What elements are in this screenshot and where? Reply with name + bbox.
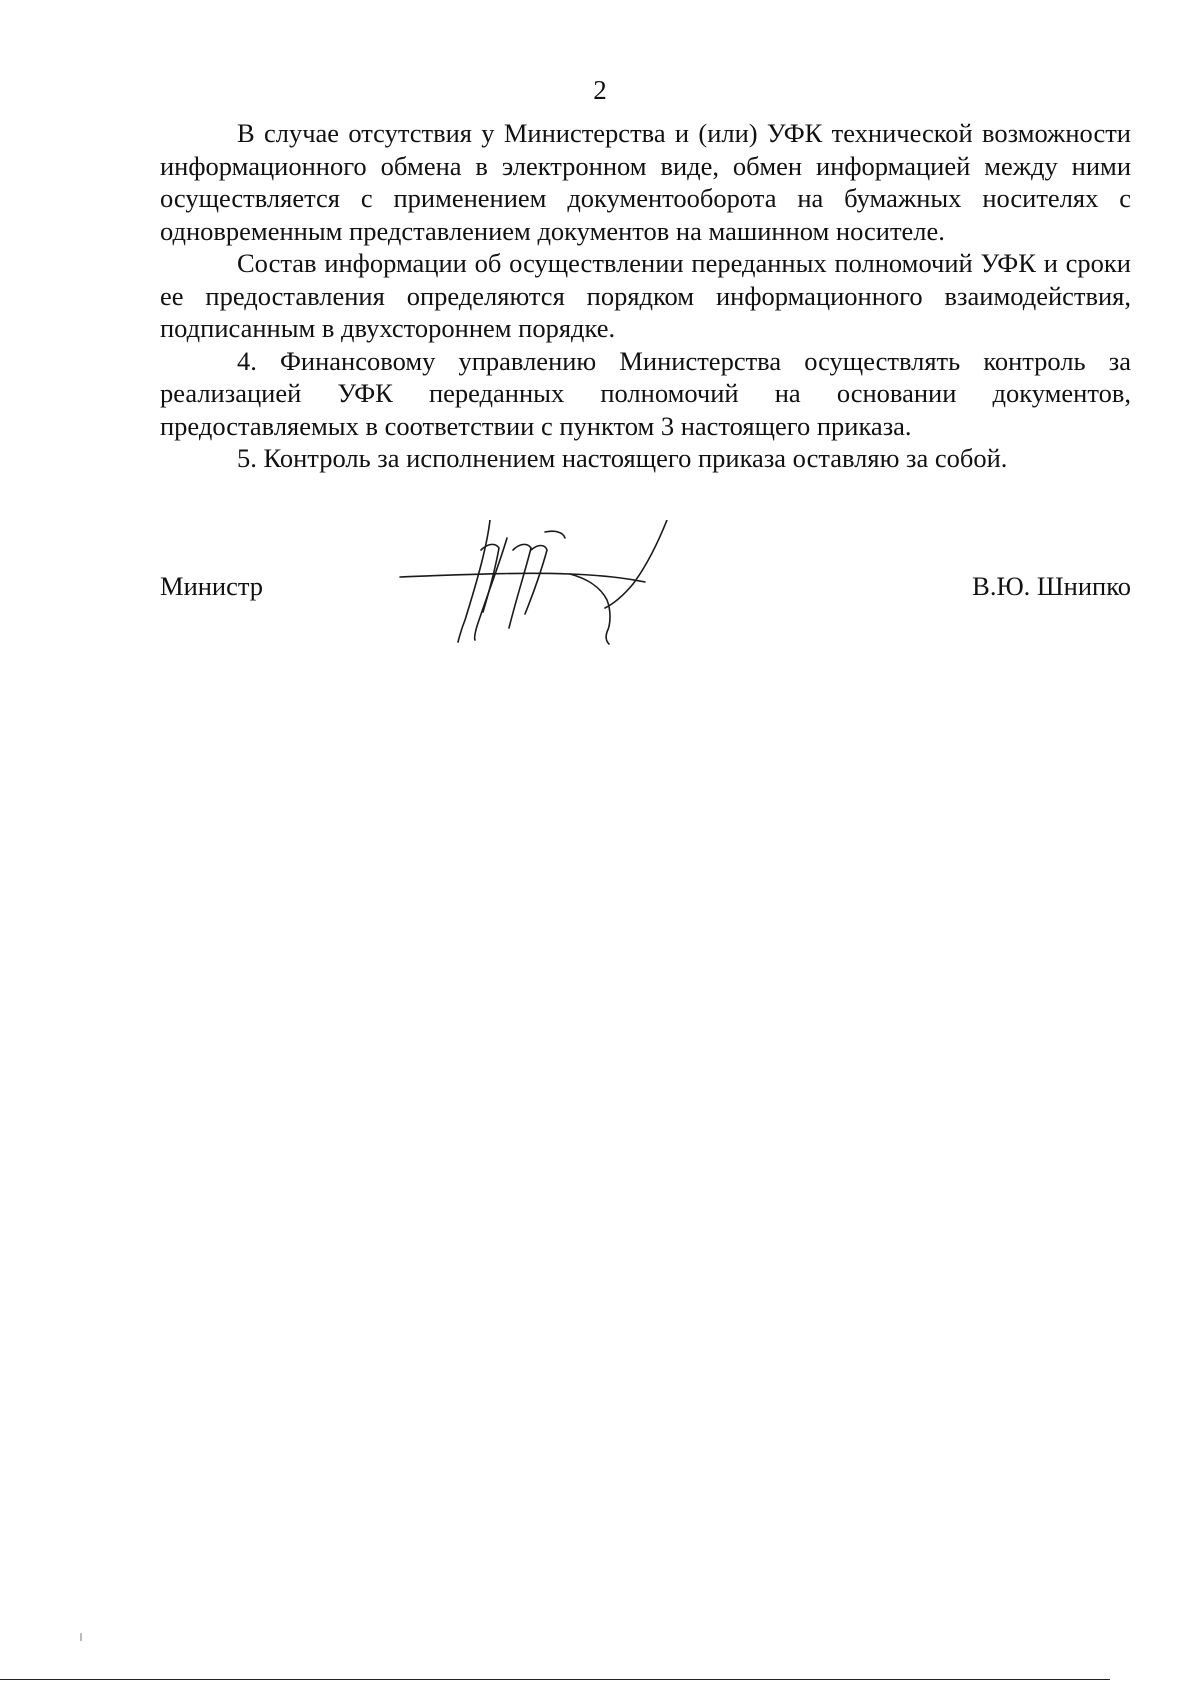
signatory-name: В.Ю. Шнипко [972, 571, 1131, 601]
paragraph-information-composition: Состав информации об осуществлении переданных полномочий УФК и сроки ее предоставления определяются порядком информационного взаимодействия, подписанным в двухстороннем порядке. [160, 248, 1131, 343]
paragraph-exchange-info: В случае отсутствия у Министерства и (или) УФК технической возможности информационного обмена в электронном виде, обмен информацией между ними осуществляется с применением документооборота на бумажных носителях с одновременным представлением документов на машинном носителе. [160, 118, 1131, 246]
document-body [160, 117, 1131, 475]
paragraph-item-5: 5. Контроль за исполнением настоящего приказа оставляю за собой. [237, 443, 1008, 473]
paragraph-item-4: 4. Финансовому управлению Министерства осуществлять контроль за реализацией УФК переданных полномочий на основании документов, предоставляемых в соответствии с пунктом 3 настоящего приказа. [160, 345, 1131, 441]
margin-mark [80, 1633, 82, 1641]
signature-block [160, 520, 1131, 640]
page-number: 2 [593, 75, 607, 105]
signatory-title: Министр [160, 571, 264, 601]
bottom-rule [0, 1679, 1110, 1680]
handwritten-signature [395, 520, 695, 650]
